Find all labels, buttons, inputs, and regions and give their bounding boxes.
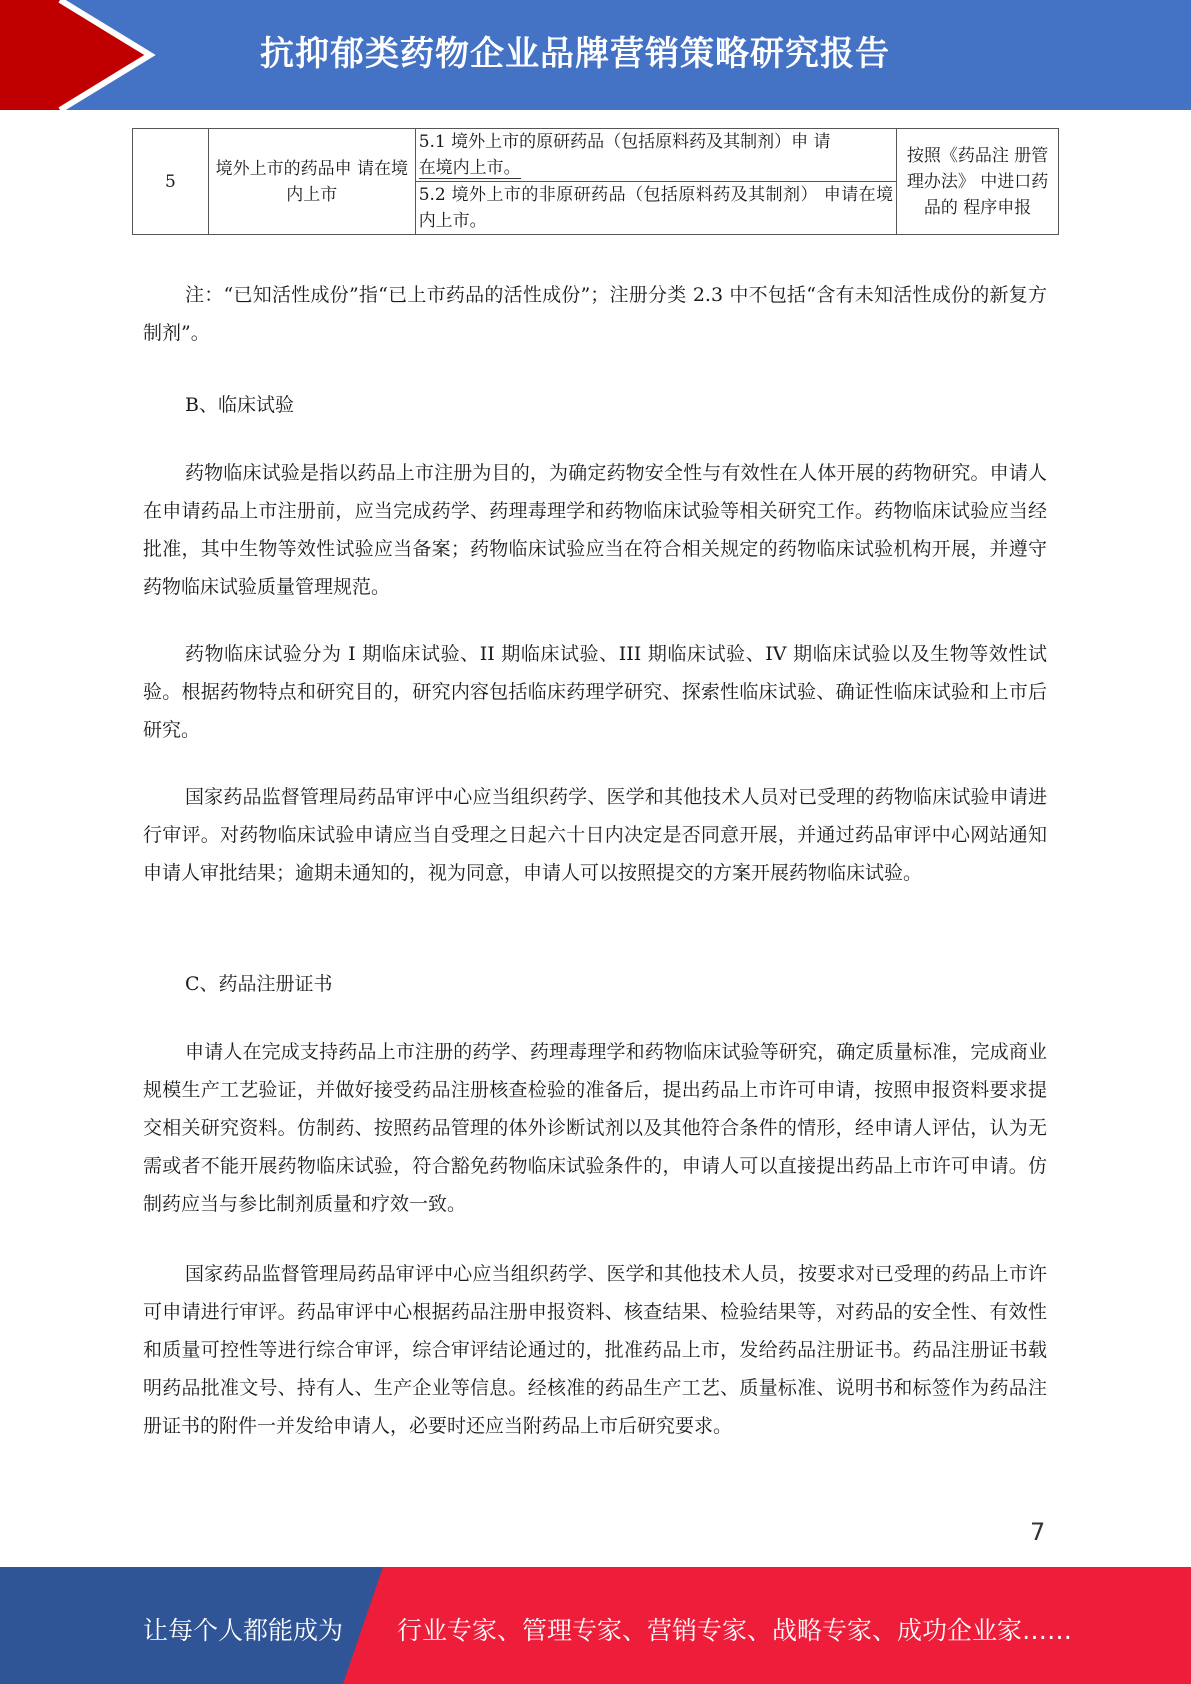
sub-item-5-1 xyxy=(415,129,896,182)
paragraph-certificate-2: 国家药品监督管理局药品审评中心应当组织药学、医学和其他技术人员，按要求对已受理的药品上市许可申请进行审评。药品审评中心根据药品注册申报资料、核查结果、检验结果等，对药品的安全性、有效性和质量可控性等进行综合审评，综合审评结论通过的，批准药品上市，发给药品注册证书。药品注册证书载明药品批准文号、持有人、生产企业等信息。经核准的药品生产工艺、质量标准、说明书和标签作为药品注册证书的附件一并发给申请人，必要时还应当附药品上市后研究要求。 xyxy=(143,1263,1047,1437)
paragraph-clinical-2: 药物临床试验分为 I 期临床试验、II 期临床试验、III 期临床试验、IV 期临床试验以及生物等效性试验。根据药物特点和研究目的，研究内容包括临床药理学研究、探索性临床试验、确证性临床试验和上市后研究。 xyxy=(143,643,1047,741)
paragraph-clinical-3: 国家药品监督管理局药品审评中心应当组织药学、医学和其他技术人员对已受理的药物临床试验申请进行审评。对药物临床试验申请应当自受理之日起六十日内决定是否同意开展，并通过药品审评中心网站通知申请人审批结果；逾期未通知的，视为同意，申请人可以按照提交的方案开展药物临床试验。 xyxy=(143,786,1047,884)
report-title: 抗抑郁类药物企业品牌营销策略研究报告 xyxy=(260,34,890,74)
footer-slogan-left: 让每个人都能成为 xyxy=(143,1616,344,1645)
section-heading-c: C、药品注册证书 xyxy=(185,973,333,995)
sub-item-5-2: 5.2 境外上市的非原研药品（包括原料药及其制剂） 申请在境内上市。 xyxy=(415,182,896,235)
page-header xyxy=(0,0,1191,110)
paragraph-certificate-1: 申请人在完成支持药品上市注册的药学、药理毒理学和药物临床试验等研究，确定质量标准，完成商业规模生产工艺验证，并做好接受药品注册核查检验的准备后，提出药品上市许可申请，按照申报资料要求提交相关研究资料。仿制药、按照药品管理的体外诊断试剂以及其他符合条件的情形，经申请人评估，认为无需或者不能开展药物临床试验，符合豁免药物临床试验条件的，申请人可以直接提出药品上市许可申请。仿制药应当与参比制剂质量和疗效一致。 xyxy=(143,1041,1047,1215)
row-number: 5 xyxy=(133,129,209,235)
row-note: 按照《药品注 册管理办法》 中进口药品的 程序申报 xyxy=(897,129,1059,235)
sub-item-5-1-line1: 5.1 境外上市的原研药品（包括原料药及其制剂）申 请 xyxy=(418,132,831,152)
page-number: 7 xyxy=(1030,1518,1046,1546)
section-heading-b: B、临床试验 xyxy=(185,394,294,416)
registration-table xyxy=(132,128,1059,235)
footer-slogan-right: 行业专家、管理专家、营销专家、战略专家、成功企业家…… xyxy=(397,1616,1073,1645)
paragraph-clinical-1: 药物临床试验是指以药品上市注册为目的，为确定药物安全性与有效性在人体开展的药物研究。申请人在申请药品上市注册前，应当完成药学、药理毒理学和药物临床试验等相关研究工作。药物临床试验应当经批准，其中生物等效性试验应当备案；药物临床试验应当在符合相关规定的药物临床试验机构开展，并遵守药物临床试验质量管理规范。 xyxy=(143,462,1047,598)
sub-item-5-1-line2: 在境内上市。 xyxy=(418,158,521,178)
note-paragraph: 注：“已知活性成份”指“已上市药品的活性成份”；注册分类 2.3 中不包括“含有未知活性成份的新复方制剂”。 xyxy=(143,284,1047,344)
table-row xyxy=(133,129,1059,182)
row-category: 境外上市的药品申 请在境内上市 xyxy=(208,129,415,235)
page-footer xyxy=(0,1567,1191,1684)
